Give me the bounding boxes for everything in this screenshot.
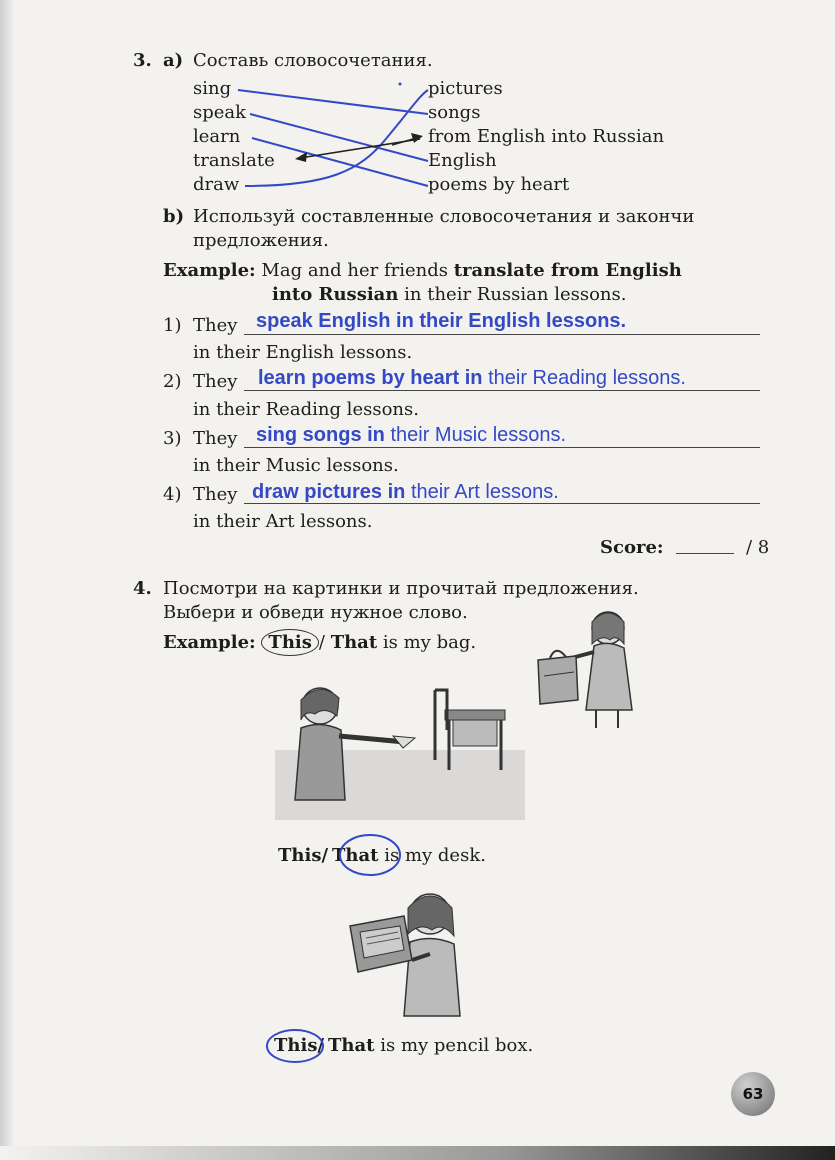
choice-that[interactable]: That — [328, 1035, 375, 1056]
score-max: / 8 — [746, 537, 770, 558]
choice-separator: / — [321, 845, 329, 866]
example-choice-circled: This — [261, 629, 318, 656]
answer-line — [244, 390, 760, 391]
page-bottom-shadow — [0, 1146, 835, 1160]
answer-text[interactable] — [256, 424, 566, 447]
right-word: songs — [428, 102, 481, 123]
item-rest: is my pencil box. — [380, 1035, 534, 1056]
answer-bold: learn poems by heart in — [258, 367, 489, 389]
girl-with-pencil-box-illustration — [340, 880, 480, 1020]
exercise-3b-label: b) — [163, 206, 185, 227]
answer-plain: their Art lessons. — [410, 481, 559, 503]
right-word: from English into Russian — [428, 126, 665, 147]
right-word: pictures — [428, 78, 503, 99]
sentence-number: 1) — [163, 315, 182, 336]
example-bold-text: translate from English — [453, 260, 682, 281]
pen-circle-that — [337, 832, 403, 878]
left-word: draw — [193, 174, 240, 195]
answer-line — [244, 447, 760, 448]
exercise-4-number: 4. — [133, 578, 152, 599]
sentence-number: 4) — [163, 484, 182, 505]
answer-bold: draw pictures in — [252, 481, 411, 503]
answer-text[interactable] — [252, 481, 559, 504]
sentence-number: 2) — [163, 371, 182, 392]
sentence-end: in their Music lessons. — [193, 455, 399, 476]
exercise-4-instruction-line1: Посмотри на картинки и прочитай предложения. — [163, 578, 639, 599]
exercise-4-instruction-line2: Выбери и обведи нужное слово. — [163, 602, 468, 623]
page-number-badge: 63 — [731, 1072, 775, 1116]
answer-text[interactable] — [258, 367, 686, 390]
sentence-start: They — [193, 315, 238, 336]
example-text: in their Russian lessons. — [404, 284, 627, 305]
choice-this[interactable]: This — [278, 845, 322, 866]
score-input-line[interactable] — [676, 553, 734, 554]
sentence-end: in their English lessons. — [193, 342, 413, 363]
left-word: learn — [193, 126, 241, 147]
exercise-4-example — [163, 632, 476, 653]
answer-plain: their Reading lessons. — [488, 367, 686, 389]
exercise-3b-instruction-line1: Используй составленные словосочетания и закончи — [193, 206, 695, 227]
choice-separator: / — [317, 1035, 325, 1056]
left-word: speak — [193, 102, 247, 123]
sentence-end: in their Reading lessons. — [193, 399, 419, 420]
example-rest: is my bag. — [382, 632, 477, 653]
exercise-3-number: 3. — [133, 50, 152, 71]
example-line-2 — [272, 284, 626, 305]
answer-plain: their Music lessons. — [390, 424, 567, 446]
choice-separator: / — [318, 632, 325, 653]
example-label: Example: — [163, 632, 256, 653]
sentence-start: They — [193, 428, 238, 449]
girl-pointing-desk-illustration — [275, 680, 525, 820]
exercise-3b-instruction-line2: предложения. — [193, 230, 329, 251]
item-rest: is my desk. — [384, 845, 486, 866]
choice-this-circled[interactable]: This — [274, 1035, 318, 1056]
choice-that-circled[interactable]: That — [332, 845, 379, 866]
girl-with-bag-illustration — [520, 600, 650, 730]
answer-bold: sing songs in — [256, 424, 391, 446]
sentence-start: They — [193, 484, 238, 505]
answer-bold: speak English in their English lessons. — [256, 310, 627, 332]
right-word: poems by heart — [428, 174, 570, 195]
right-word: English — [428, 150, 497, 171]
sentence-end: in their Art lessons. — [193, 511, 373, 532]
example-bold-text: into Russian — [272, 284, 399, 305]
left-word: translate — [193, 150, 275, 171]
left-word: sing — [193, 78, 232, 99]
sentence-start: They — [193, 371, 238, 392]
sentence-number: 3) — [163, 428, 182, 449]
example-label: Example: — [163, 260, 256, 281]
exercise-3a-instruction: Составь словосочетания. — [193, 50, 433, 71]
pen-circle-this — [264, 1026, 326, 1066]
example-text: Mag and her friends — [261, 260, 448, 281]
answer-text[interactable] — [256, 310, 626, 333]
exercise-3a-label: a) — [163, 50, 184, 71]
answer-line — [244, 334, 760, 335]
example-choice: That — [330, 632, 378, 653]
example-line-1 — [163, 260, 682, 281]
score-label: Score: — [600, 537, 664, 558]
